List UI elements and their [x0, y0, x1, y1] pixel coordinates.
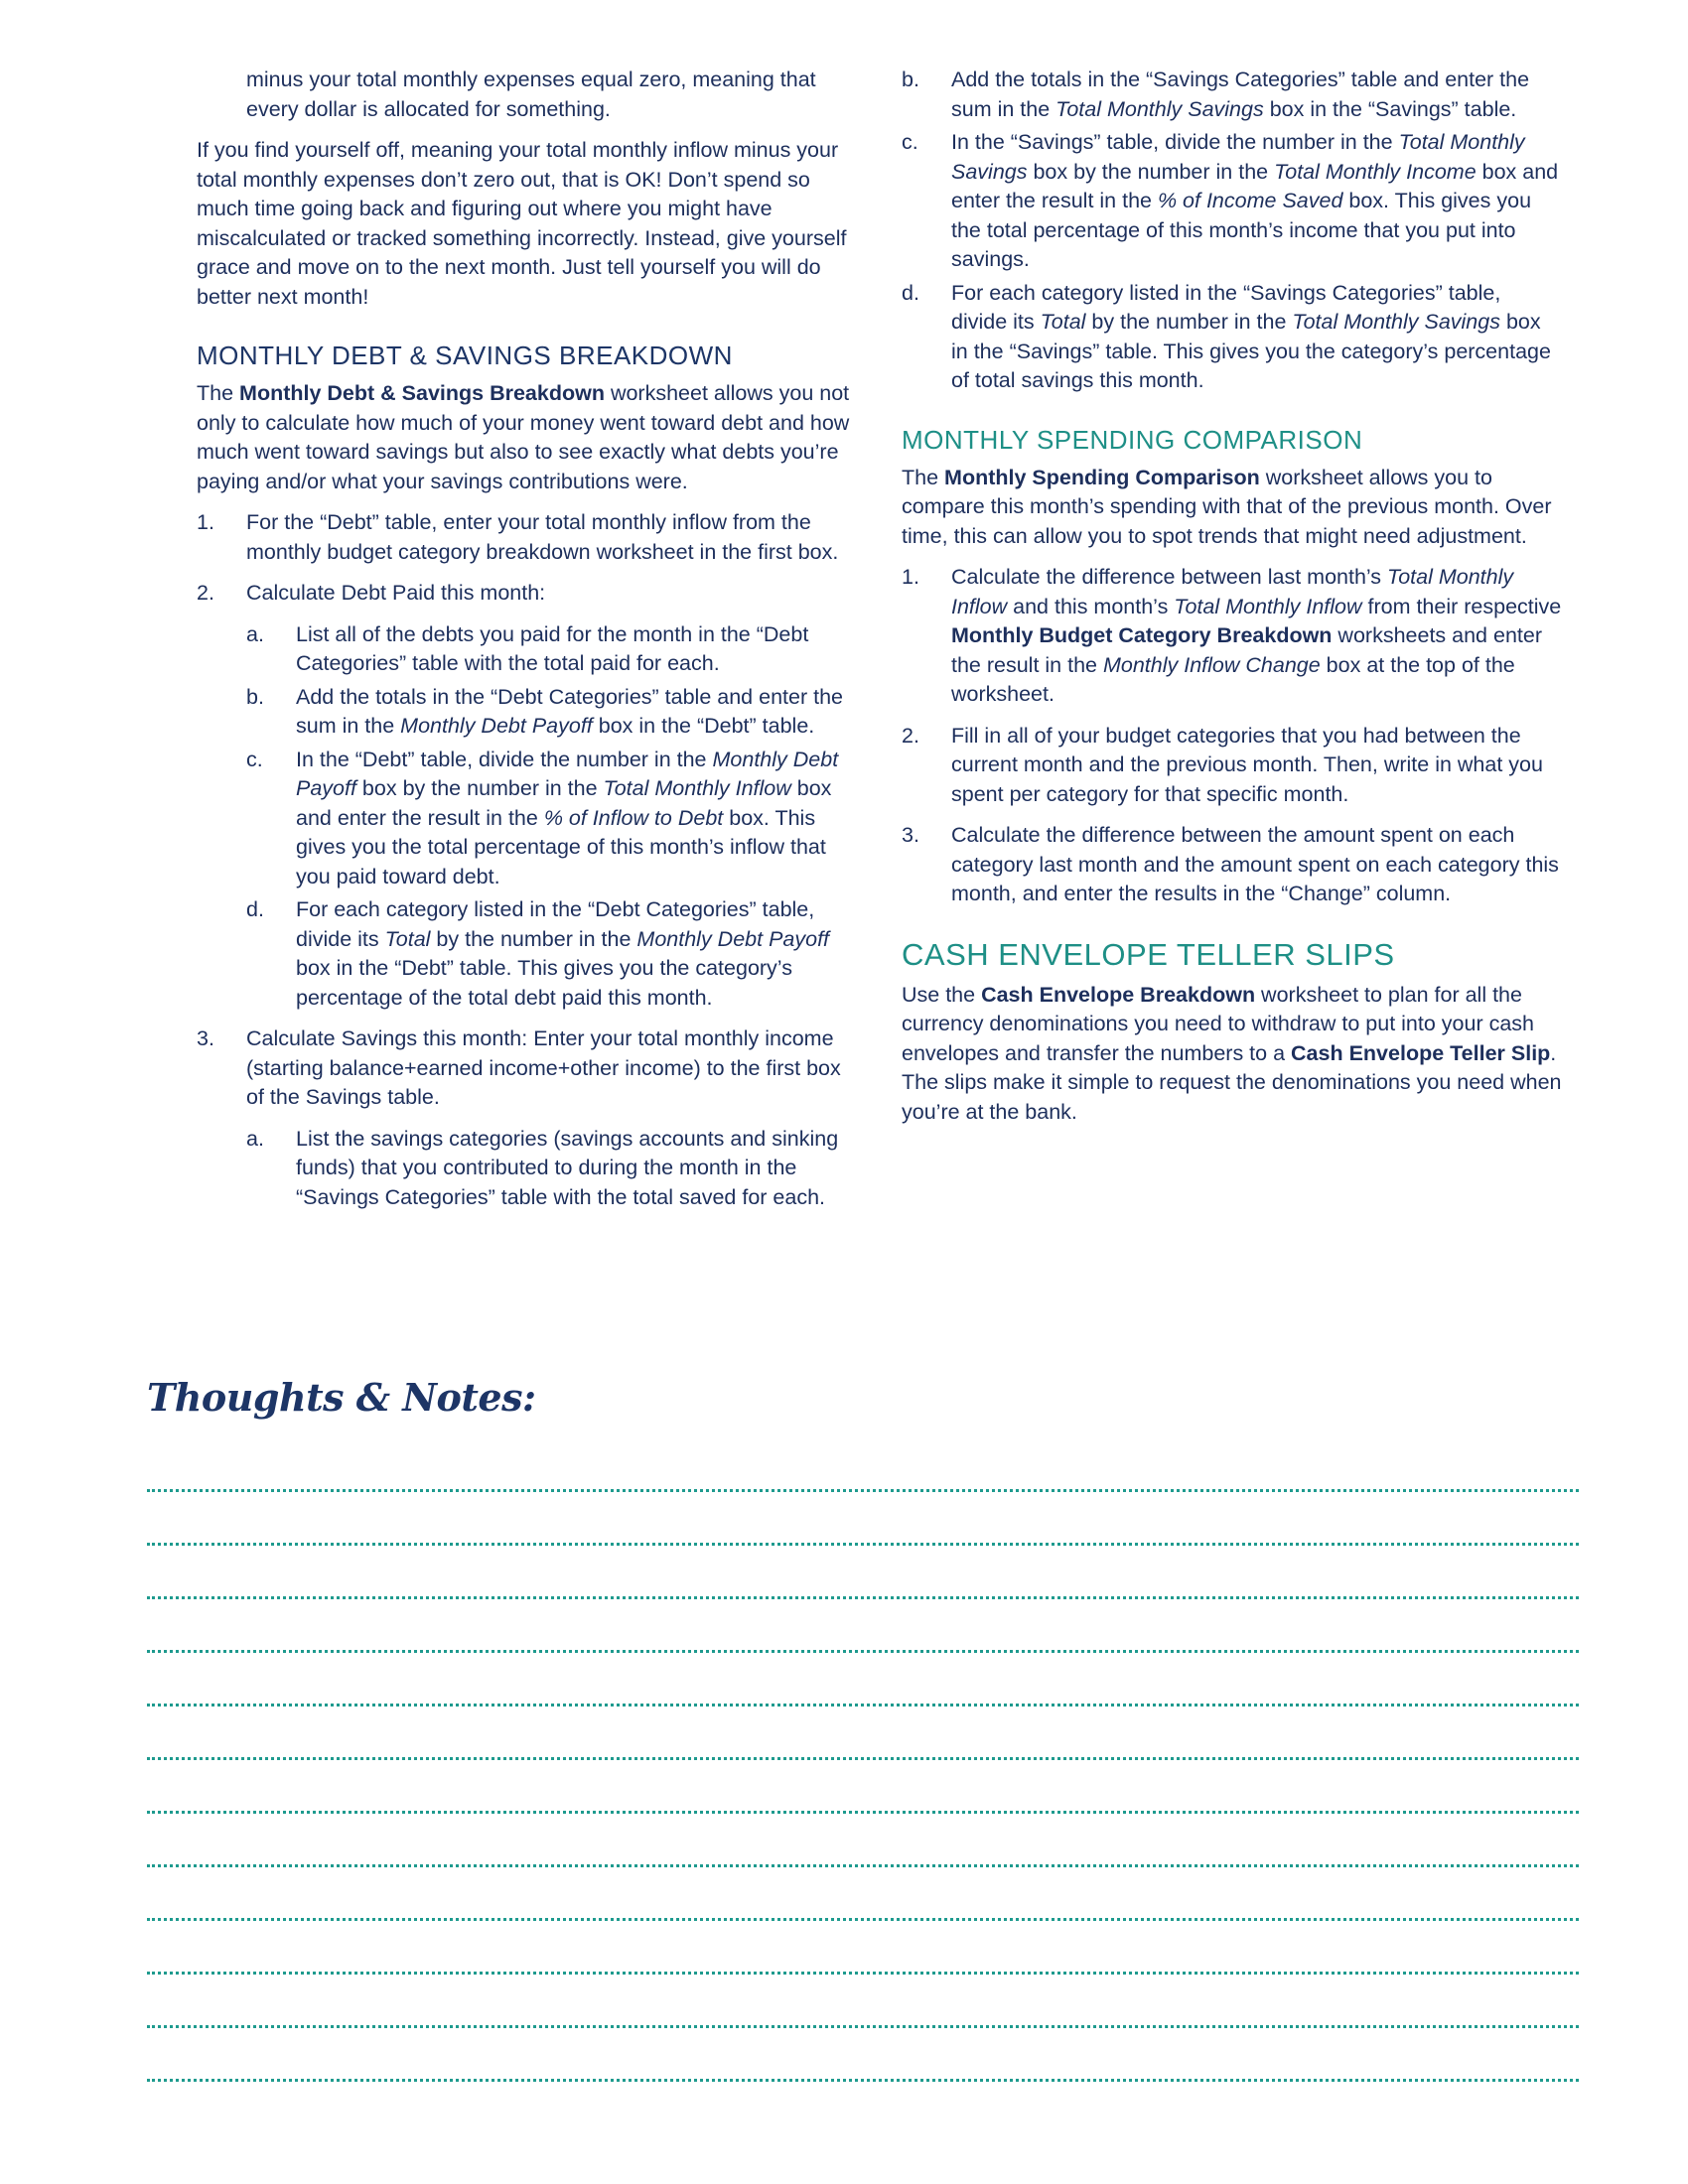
notes-line	[147, 1650, 1579, 1653]
notes-title: Thoughts & Notes:	[147, 1375, 536, 1420]
heading-spending-comparison: MONTHLY SPENDING COMPARISON	[902, 424, 1363, 455]
debt-steps-list	[197, 508, 862, 1212]
list-item: 1. Calculate the difference between last month’s Total Monthly Inflow and this month’s Total Monthly Inflow from their respective Monthly Budget Category Breakdown worksheets and enter the result in the Monthly Inflow Change box at the top of the worksheet.	[902, 565, 1562, 706]
debt-savings-intro: The Monthly Debt & Savings Breakdown worksheet allows you not only to calculate how much of your money went toward debt and how much went toward savings but also to see exactly what debts you’re paying and/or what your savings contributions were.	[197, 381, 850, 493]
notes-line	[147, 1972, 1579, 1975]
list-item: d. For each category listed in the “Debt Categories” table, divide its Total by the number in the Monthly Debt Payoff box in the “Debt” table. This gives you the category’s percentage of the total debt paid this month.	[246, 897, 830, 1010]
spending-comparison-intro: The Monthly Spending Comparison worksheet allows you to compare this month’s spending with that of the previous month. Over time, this can allow you to spot trends that might need adjustment.	[902, 465, 1552, 548]
notes-line	[147, 1543, 1579, 1546]
notes-line	[147, 2025, 1579, 2028]
heading-cash-envelope: CASH ENVELOPE TELLER SLIPS	[902, 936, 1395, 972]
list-item: a. List all of the debts you paid for the month in the “Debt Categories” table with the total paid for each.	[246, 621, 809, 675]
list-item: 1. For the “Debt” table, enter your total monthly inflow from the monthly budget category breakdown worksheet in the first box.	[197, 510, 839, 564]
list-item: d. For each category listed in the “Savings Categories” table, divide its Total by the number in the Total Monthly Savings box in the “Savings” table. This gives you the category’s percentage of total savings this month.	[902, 280, 1551, 392]
list-item: 2. Calculate Debt Paid this month: a. List all of the debts you paid for the month in the “Debt Categories” table with the total paid for each. b. Add the totals in the “Debt Categories” table and enter the sum in the Monthly Debt Payoff box in the “Debt” table. c. In the “Debt” table, divide the number in the Monthly Debt Payoff box by the number in the Total Monthly Inflow box and enter the result in the % of Inflow to Debt box. This gives you the total percentage of this month’s inflow that you paid toward debt. d. For each category listed in the “Debt Categories” table, divide its Total by the number in the Monthly Debt Payoff box in the “Debt” table. This gives you the category’s percentage of the total debt paid this month.	[197, 579, 862, 1013]
notes-line	[147, 1704, 1579, 1706]
debt-substeps	[246, 620, 862, 1014]
notes-line	[147, 1757, 1579, 1760]
list-item: c. In the “Savings” table, divide the number in the Total Monthly Savings box by the number in the Total Monthly Income box and enter the result in the % of Income Saved box. This gives you the total percentage of this month’s income that you put into savings.	[902, 130, 1559, 271]
notes-line	[147, 1811, 1579, 1814]
savings-substeps-continued	[902, 66, 1562, 396]
notes-line	[147, 1489, 1579, 1492]
list-item: a. List the savings categories (savings accounts and sinking funds) that you contributed to during the month in the “Savings Categories” table with the total saved for each.	[246, 1126, 839, 1209]
list-item: 3. Calculate Savings this month: Enter your total monthly income (starting balance+earned income+other income) to the first box of the Savings table. a. List the savings categories (savings accounts and sinking funds) that you contributed to during the month in the “Savings Categories” table with the total saved for each.	[197, 1024, 862, 1212]
notes-line	[147, 1918, 1579, 1921]
list-item: b. Add the totals in the “Savings Categories” table and enter the sum in the Total Monthly Savings box in the “Savings” table.	[902, 68, 1530, 121]
list-item: c. In the “Debt” table, divide the number in the Monthly Debt Payoff box by the number in the Total Monthly Inflow box and enter the result in the % of Inflow to Debt box. This gives you the total percentage of this month’s inflow that you paid toward debt.	[246, 747, 839, 888]
savings-substeps	[246, 1125, 862, 1213]
list-item: 2. Fill in all of your budget categories that you had between the current month and the previous month. Then, write in what you spent per category for that specific month.	[902, 723, 1543, 806]
notes-line	[147, 1596, 1579, 1599]
notes-line	[147, 1864, 1579, 1867]
paragraph-off: If you find yourself off, meaning your total monthly inflow minus your total monthly expenses don’t zero out, that is OK! Don’t spend so much time going back and figuring out where you might have miscalculated or tracked something incorrectly. Instead, give yourself grace and move on to the next month. Just tell yourself you will do better next month!	[197, 138, 847, 309]
cash-envelope-intro: Use the Cash Envelope Breakdown worksheet to plan for all the currency denominations you need to withdraw to put into your cash envelopes and transfer the numbers to a Cash Envelope Teller Slip. The slips make it simple to request the denominations you need when you’re at the bank.	[902, 982, 1562, 1124]
heading-debt-savings: MONTHLY DEBT & SAVINGS BREAKDOWN	[197, 341, 733, 370]
left-column	[197, 66, 862, 1224]
list-item: 3. Calculate the difference between the amount spent on each category last month and the amount spent on each category this month, and enter the results in the “Change” column.	[902, 823, 1559, 905]
right-column	[902, 66, 1562, 1139]
comparison-steps-list	[902, 563, 1562, 909]
list-item: b. Add the totals in the “Debt Categories” table and enter the sum in the Monthly Debt Payoff box in the “Debt” table.	[246, 684, 843, 738]
notes-lines	[147, 1489, 1579, 2132]
notes-line	[147, 2079, 1579, 2082]
intro-continuation: minus your total monthly expenses equal zero, meaning that every dollar is allocated for something.	[246, 68, 816, 121]
